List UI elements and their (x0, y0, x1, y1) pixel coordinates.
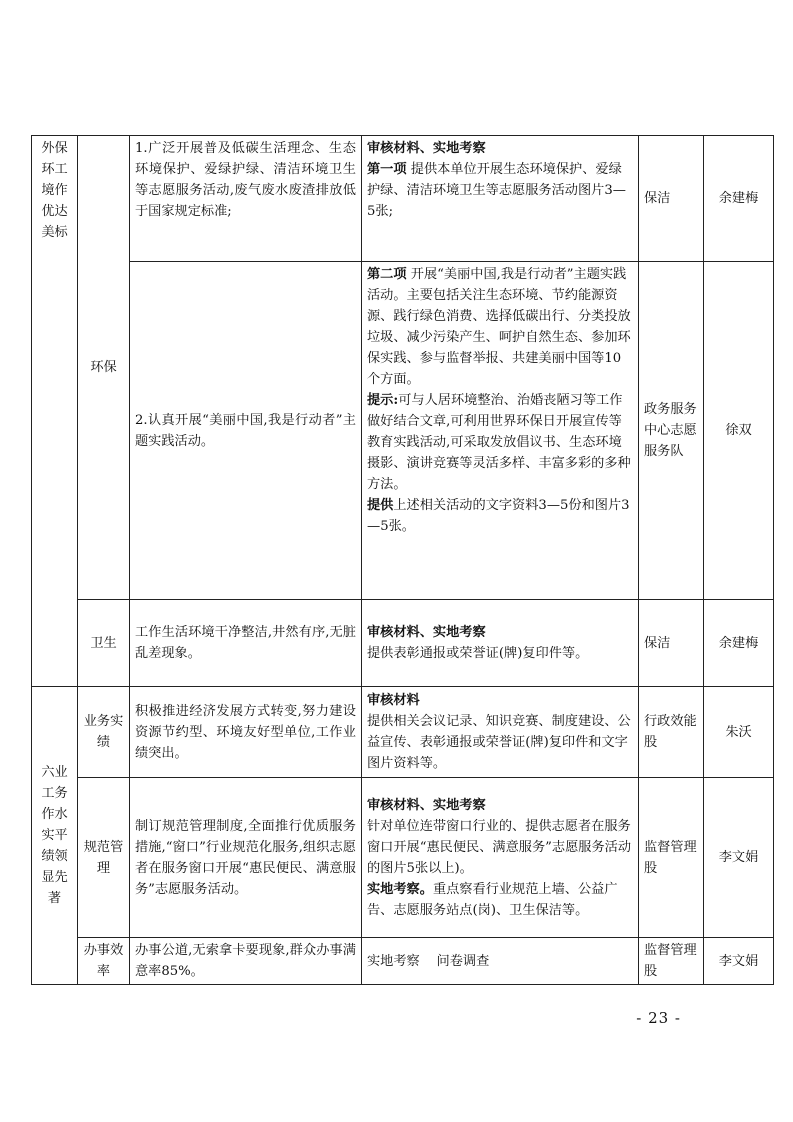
basis-text: 提供表彰通报或荣誉证(牌)复印件等。 (367, 646, 589, 661)
table-row (32, 938, 774, 985)
basis-provide-label: 提供 (367, 498, 394, 513)
basis-item-label: 第一项 (367, 162, 407, 177)
basis-text: 实地考察 问卷调查 (367, 953, 490, 969)
category-label: 业务实绩 (78, 687, 130, 778)
basis-cell (362, 778, 639, 938)
category-label (78, 136, 130, 600)
category-label: 办事效率 (78, 938, 130, 985)
basis-text: 提供相关会议记录、知识竞赛、制度建设、公益宣传、表彰通报或荣誉证(牌)复印件和文字图片资料等。 (367, 714, 631, 771)
requirement-cell: 1.广泛开展普及低碳生活理念、生态环境保护、爱绿护绿、清洁环境卫生等志愿服务活动,废气废水废渣排放低于国家规定标准; (130, 136, 362, 262)
person-cell: 朱沃 (704, 687, 774, 778)
table-row (32, 136, 774, 262)
basis-heading: 审核材料 (367, 693, 420, 708)
basis-heading: 审核材料、实地考察 (367, 797, 486, 813)
table-row (32, 778, 774, 938)
requirement-cell: 积极推进经济发展方式转变,努力建设资源节约型、环境友好型单位,工作业绩突出。 (130, 687, 362, 778)
department-cell: 行政效能股 (639, 687, 704, 778)
category-label: 卫生 (78, 600, 130, 687)
category-label: 规范管理 (78, 778, 130, 938)
basis-cell (362, 262, 639, 600)
requirement-cell: 2.认真开展“美丽中国,我是行动者”主题实践活动。 (130, 262, 362, 600)
basis-text: 针对单位连带窗口行业的、提供志愿者在服务窗口开展“惠民便民、满意服务”志愿服务活动的图片5张以上)。 (367, 818, 632, 876)
table-row (32, 687, 774, 778)
basis-cell (362, 136, 639, 262)
person-cell: 李文娟 (704, 938, 774, 985)
basis-item-text: 提供本单位开展生态环境保护、爱绿护绿、清洁环境卫生等志愿服务活动图片3—5张; (367, 162, 626, 219)
evaluation-table (31, 135, 774, 985)
basis-tip-label: 提示: (367, 393, 399, 408)
basis-provide-text: 上述相关活动的文字资料3—5份和图片3—5张。 (367, 498, 630, 534)
basis-site-text: 重点察看行业规范上墙、公益广告、志愿服务站点(岗)、卫生保洁等。 (367, 881, 618, 918)
basis-item-label: 第二项 (367, 267, 407, 282)
requirement-cell: 工作生活环境干净整洁,井然有序,无脏乱差现象。 (130, 600, 362, 687)
group-label: 六业工务作水实平绩领显先著 (32, 687, 78, 985)
basis-cell (362, 687, 639, 778)
department-cell: 保洁 (639, 136, 704, 262)
basis-cell (362, 600, 639, 687)
department-cell: 监督管理股 (639, 778, 704, 938)
person-cell: 余建梅 (704, 600, 774, 687)
basis-item-text: 开展“美丽中国,我是行动者”主题实践活动。主要包括关注生态环境、节约能源资源、践行绿色消费、选择低碳出行、分类投放垃圾、减少污染产生、呵护自然生态、参加环保实践、参与监督举报、共建美丽中国等10个方面。 (367, 267, 631, 387)
group-label: 外保环工境作优达美标 (32, 136, 78, 687)
basis-heading: 审核材料、实地考察 (367, 141, 486, 156)
basis-tip-text: 可与人居环境整治、治婚丧陋习等工作做好结合文章,可利用世界环保日开展宣传等教育实践活动,可采取发放倡议书、生态环境摄影、演讲竞赛等灵活多样、丰富多彩的多种方法。 (367, 393, 631, 492)
department-cell: 政务服务中心志愿服务队 (639, 262, 704, 600)
person-cell: 余建梅 (704, 136, 774, 262)
table-row (32, 600, 774, 687)
table-row (32, 262, 774, 600)
department-cell: 监督管理股 (639, 938, 704, 985)
basis-site-label: 实地考察。 (367, 881, 433, 897)
requirement-cell: 办事公道,无索拿卡要现象,群众办事满意率85%。 (130, 938, 362, 985)
basis-heading: 审核材料、实地考察 (367, 625, 486, 640)
basis-cell (362, 938, 639, 985)
person-cell: 徐双 (704, 262, 774, 600)
requirement-cell: 制订规范管理制度,全面推行优质服务措施,“窗口”行业规范化服务,组织志愿者在服务窗口开展“惠民便民、满意服务”志愿服务活动。 (130, 778, 362, 938)
person-cell: 李文娟 (704, 778, 774, 938)
page-number: - 23 - (636, 1009, 681, 1027)
department-cell: 保洁 (639, 600, 704, 687)
category-text: 环保 (90, 360, 117, 375)
